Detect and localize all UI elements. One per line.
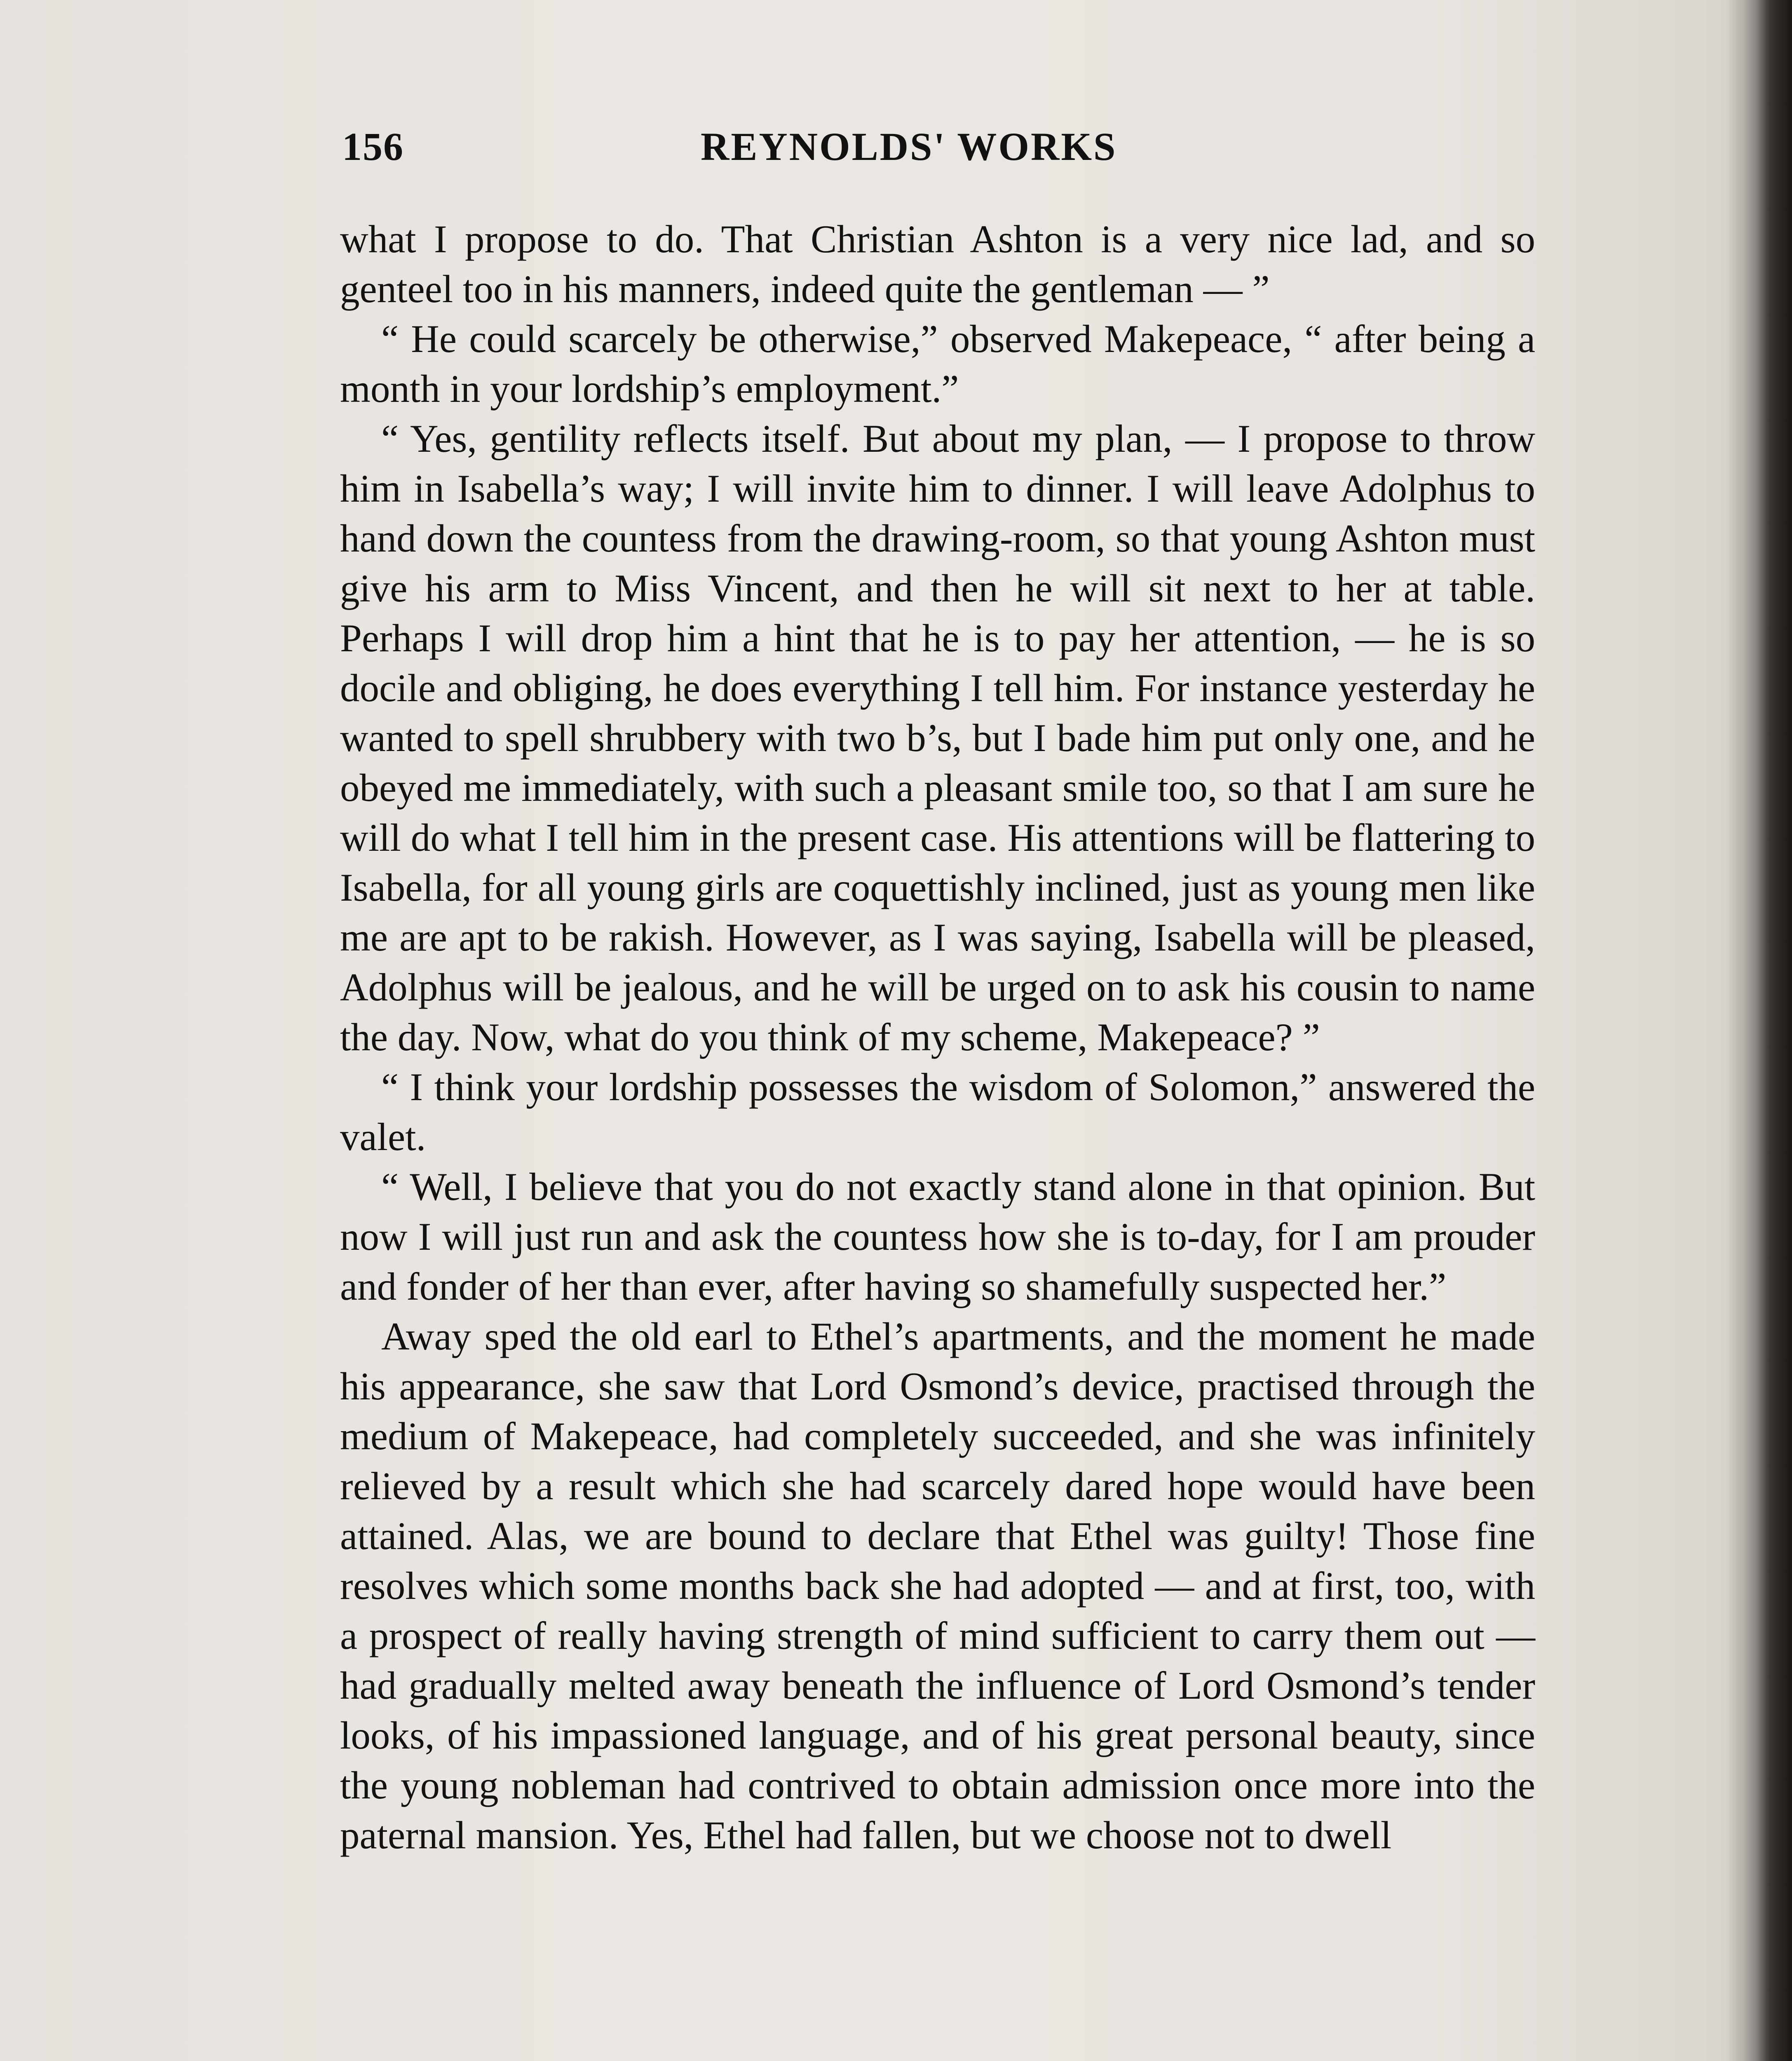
paragraph-earl-countess: “ Well, I believe that you do not exactly stand alone in that opinion. But now I will just run and ask the countess how she is to-day, for I am prouder and fonder of her than ever, after having so shamefully suspected her.” bbox=[340, 1165, 1535, 1308]
paragraph-continued: what I propose to do. That Christian Ashton is a very nice lad, and so genteel too in his manners, indeed quite the gentleman — ” bbox=[340, 217, 1535, 311]
paragraph-valet-answer: “ I think your lordship possesses the wisdom of Solomon,” answered the valet. bbox=[340, 1065, 1535, 1159]
paragraph-narration: Away sped the old earl to Ethel’s apartments, and the moment he made his appearance, she saw that Lord Osmond’s device, practised through the medium of Makepeace, had completely succeeded, and she was infinitely relieved by a result which she had scarcely dared hope would have been attained. Alas, we are bound to declare that Ethel was guilty! Those fine resolves which some months back she had adopted — and at first, too, with a prospect of really having strength of mind sufficient to carry them out — had gradually melted away beneath the influence of Lord Osmond’s tender looks, of his impassioned language, and of his great personal beauty, since the young nobleman had contrived to obtain admission once more into the paternal mansion. Yes, Ethel had fallen, but we choose not to dwell bbox=[340, 1315, 1535, 1857]
paragraph-earl-plan: “ Yes, gentility reflects itself. But about my plan, — I propose to throw him in Isabella’s way; I will invite him to dinner. I will leave Adolphus to hand down the countess from the drawing-room, so that young Ashton must give his arm to Miss Vincent, and then he will sit next to her at table. Perhaps I will drop him a hint that he is to pay her attention, — he is so docile and obliging, he does everything I tell him. For instance yesterday he wanted to spell shrubbery with two b’s, but I bade him put only one, and he obeyed me immediately, with such a pleasant smile too, so that I am sure he will do what I tell him in the present case. His attentions will be flattering to Isabella, for all young girls are coquettishly inclined, just as young men like me are apt to be rakish. However, as I was saying, Isabella will be pleased, Adolphus will be jealous, and he will be urged on to ask his cousin to name the day. Now, what do you think of my scheme, Makepeace? ” bbox=[340, 417, 1535, 1059]
running-head bbox=[342, 124, 1537, 181]
paragraph-makepeace-reply: “ He could scarcely be otherwise,” observed Makepeace, “ after being a month in your lordship’s employment.” bbox=[340, 317, 1535, 411]
running-head-title: REYNOLDS' WORKS bbox=[701, 124, 1117, 169]
body-text bbox=[340, 214, 1535, 1860]
page-number: 156 bbox=[342, 124, 404, 169]
page-gutter-shadow bbox=[1726, 0, 1743, 2061]
book-spine bbox=[1743, 0, 1792, 2061]
